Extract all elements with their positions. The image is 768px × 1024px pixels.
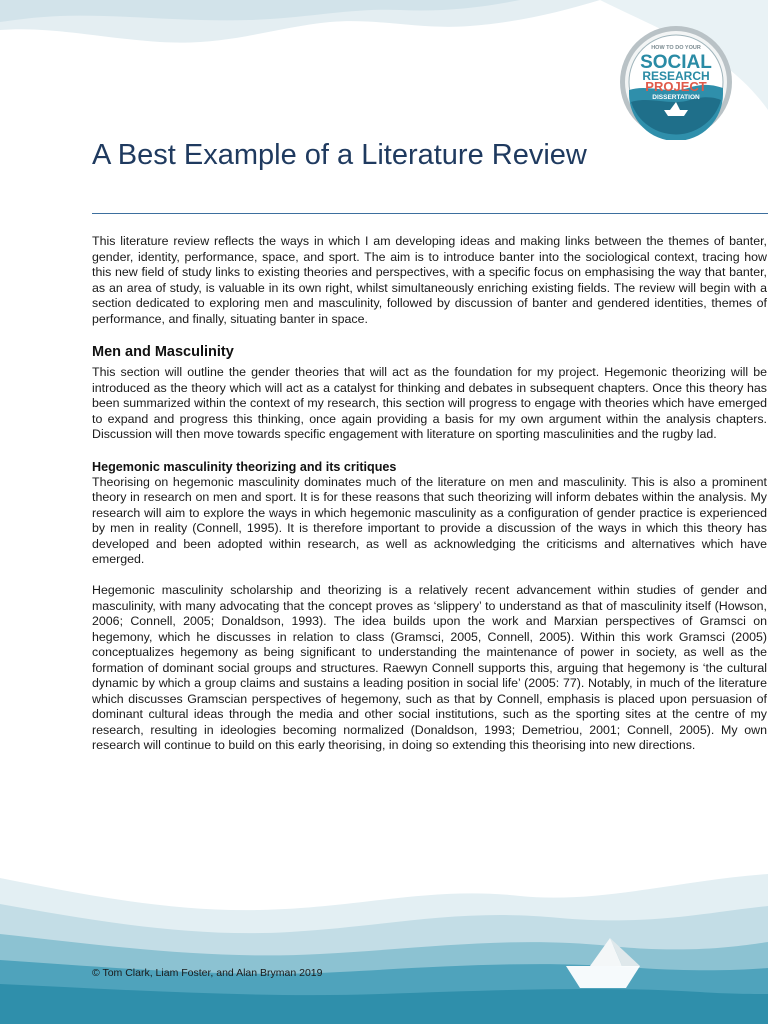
intro-paragraph: This literature review reflects the ways in which I am developing ideas and making links between the themes of banter, gender, identity, performance, space, and sport. The aim is to introduce banter into the sociological context, tracing how this new field of study links to existing theories and perspectives, with a specific focus on emphasising the way that banter, as an area of study, is valuable in its own right, whilst simultaneously enriching existing fields. The review will begin with a section dedicated to exploring men and masculinity, followed by discussion of banter and gendered identities, themes of performance, and finally, situating banter in space. [92, 234, 767, 326]
logo-line-project: PROJECT [645, 79, 707, 94]
page-title: A Best Example of a Literature Review [92, 139, 587, 171]
logo-line-dissertation: DISSERTATION [652, 94, 700, 101]
copyright-footer: © Tom Clark, Liam Foster, and Alan Bryman 2019 [92, 967, 323, 979]
document-body [92, 234, 767, 754]
section1-paragraph: This section will outline the gender theories that will act as the foundation for my project. Hegemonic theorizing will be introduced as the theory which will act as a catalyst for thinking and debates in subsequent chapters. Once this theory has been summarized within the context of my research, this section will progress to engage with theories which have emerged to expand and progress this thinking, once again providing a basis for my own argument within the analysis chapters. Discussion will then move towards specific engagement with literature on sporting masculinities and the rugby lad. [92, 365, 767, 441]
section-heading-men-and-masculinity: Men and Masculinity [92, 344, 234, 360]
bottom-decorative-waves [0, 860, 768, 1024]
logo-line-social: SOCIAL [640, 52, 712, 73]
section2-paragraph-1: Theorising on hegemonic masculinity dominates much of the literature on men and masculinity. This is also a prominent theory in research on men and sport. It is for these reasons that such theorizing will inform debates within the analysis. My research will aim to explore the ways in which hegemonic masculinity as a configuration of gender practice is experienced by men in reality (Connell, 1995). It is therefore important to provide a discussion of the ways in which this theory has developed and been adopted within research, as well as acknowledging the criticisms and alternatives which have emerged. [92, 474, 767, 566]
logo-line-research: RESEARCH [642, 69, 710, 83]
section2-paragraph-2: Hegemonic masculinity scholarship and theorizing is a relatively recent advancement within studies of gender and masculinity, with many advocating that the concept proves as ‘slippery’ to understand as that of masculinity itself (Howson, 2006; Connell, 2005; Donaldson, 1993). The idea builds upon the work and Marxian perspectives of Gramsci on hegemony, which he discusses in relation to class (Gramsci, 2005, Connell, 2005). Within this work Gramsci (2005) conceptualizes hegemony as being significant to understanding the maintenance of power in society, as well as the formation of dominant social groups and structures. Raewyn Connell supports this, arguing that hegemony is ‘the cultural dynamic by which a group claims and sustains a leading position in social life’ (2005: 77). Notably, in much of the literature which discusses Gramscian perspectives of hegemony, such as that by Connell, emphasis is placed upon persuasion of dominant cultural ideas through the media and other social institutions, such as the sporting sites at the centre of my research, resulting in ideologies becoming normalized (Donaldson, 1993; Demetriou, 2001; Connell, 2005). My own research will continue to build on this early theorising, in doing so extending this theorising into new directions. [92, 583, 767, 752]
social-research-project-badge [618, 24, 734, 140]
subsection-heading-hegemonic-masculinity: Hegemonic masculinity theorizing and its critiques [92, 459, 397, 474]
title-divider [92, 213, 768, 214]
logo-top-text: HOW TO DO YOUR [651, 45, 701, 51]
